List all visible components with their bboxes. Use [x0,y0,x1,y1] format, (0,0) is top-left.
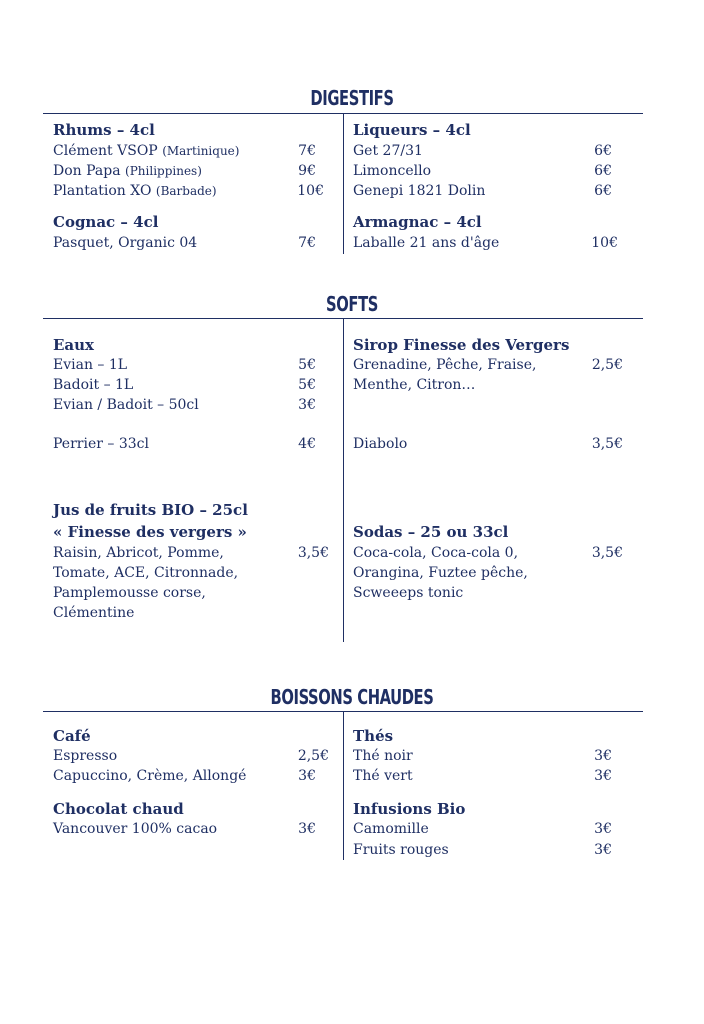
menu-price: 3€ [594,748,612,764]
menu-item: Pamplemousse corse, [53,585,206,601]
menu-item: Menthe, Citron… [353,377,476,393]
menu-item: Camomille [353,821,429,837]
menu-item: Badoit – 1L [53,377,134,393]
menu-item: Tomate, ACE, Citronnade, [53,565,239,581]
menu-price: 3€ [594,768,612,784]
menu-item: Scweeeps tonic [353,585,464,601]
menu-price: 3€ [298,768,316,784]
group-subtitle-jus: « Finesse des vergers » [53,523,247,541]
menu-item: Capuccino, Crème, Allongé [53,768,247,784]
menu-price: 3,5€ [591,545,623,561]
menu-item: Perrier – 33cl [53,436,149,452]
menu-item: Orangina, Fuztee pêche, [353,565,528,581]
group-title-infusions: Infusions Bio [353,800,466,818]
menu-price: 2,5€ [297,748,329,764]
menu-price: 3€ [594,842,612,858]
menu-item: Evian / Badoit – 50cl [53,397,199,413]
group-title-cafe: Café [53,727,91,745]
menu-item: Coca-cola, Coca-cola 0, [353,545,519,561]
menu-item: Diabolo [353,436,408,452]
menu-price: 5€ [298,377,316,393]
menu-price: 10€ [591,235,618,251]
menu-item: Thé noir [353,748,413,764]
menu-price: 10€ [297,183,324,199]
menu-price: 6€ [594,183,612,199]
group-title-thes: Thés [353,727,394,745]
menu-price: 6€ [594,143,612,159]
menu-item: Genepi 1821 Dolin [353,183,486,199]
menu-price: 5€ [298,357,316,373]
menu-item: Vancouver 100% cacao [53,821,218,837]
menu-item: Thé vert [353,768,413,784]
group-title-jus: Jus de fruits BIO – 25cl [53,501,248,519]
group-title-sodas: Sodas – 25 ou 33cl [353,523,509,541]
group-title-cognac: Cognac – 4cl [53,213,159,231]
menu-price: 4€ [298,436,316,452]
group-title-armagnac: Armagnac – 4cl [353,213,482,231]
group-title-eaux: Eaux [53,336,95,354]
menu-price: 3€ [298,397,316,413]
menu-item: Espresso [53,748,118,764]
menu-item: Evian – 1L [53,357,128,373]
menu-item: Clémentine [53,605,135,621]
group-title-liqueurs: Liqueurs – 4cl [353,121,471,139]
group-title-chocolat: Chocolat chaud [53,800,184,818]
column-divider-boissons-chaudes [343,712,344,860]
menu-price: 6€ [594,163,612,179]
menu-price: 7€ [298,235,316,251]
menu-item: Laballe 21 ans d'âge [353,235,500,251]
menu-item: Plantation XO (Barbade) [53,183,217,199]
menu-price: 3€ [594,821,612,837]
section-title-softs: SOFTS [326,292,378,316]
group-title-sirop: Sirop Finesse des Vergers [353,336,570,354]
menu-price: 7€ [298,143,316,159]
menu-price: 3,5€ [297,545,329,561]
menu-item: Raisin, Abricot, Pomme, [53,545,224,561]
menu-item: Fruits rouges [353,842,449,858]
menu-item: Grenadine, Pêche, Fraise, [353,357,537,373]
menu-price: 3,5€ [591,436,623,452]
menu-item: Limoncello [353,163,432,179]
menu-price: 2,5€ [591,357,623,373]
menu-item: Don Papa (Philippines) [53,163,202,179]
group-title-rhums: Rhums – 4cl [53,121,155,139]
menu-item: Pasquet, Organic 04 [53,235,198,251]
menu-price: 3€ [298,821,316,837]
column-divider-softs [343,319,344,642]
menu-price: 9€ [298,163,316,179]
section-title-boissons-chaudes: BOISSONS CHAUDES [270,685,434,709]
menu-item: Clément VSOP (Martinique) [53,143,240,159]
column-divider-digestifs [343,114,344,254]
menu-item: Get 27/31 [353,143,423,159]
section-title-digestifs: DIGESTIFS [310,86,394,110]
